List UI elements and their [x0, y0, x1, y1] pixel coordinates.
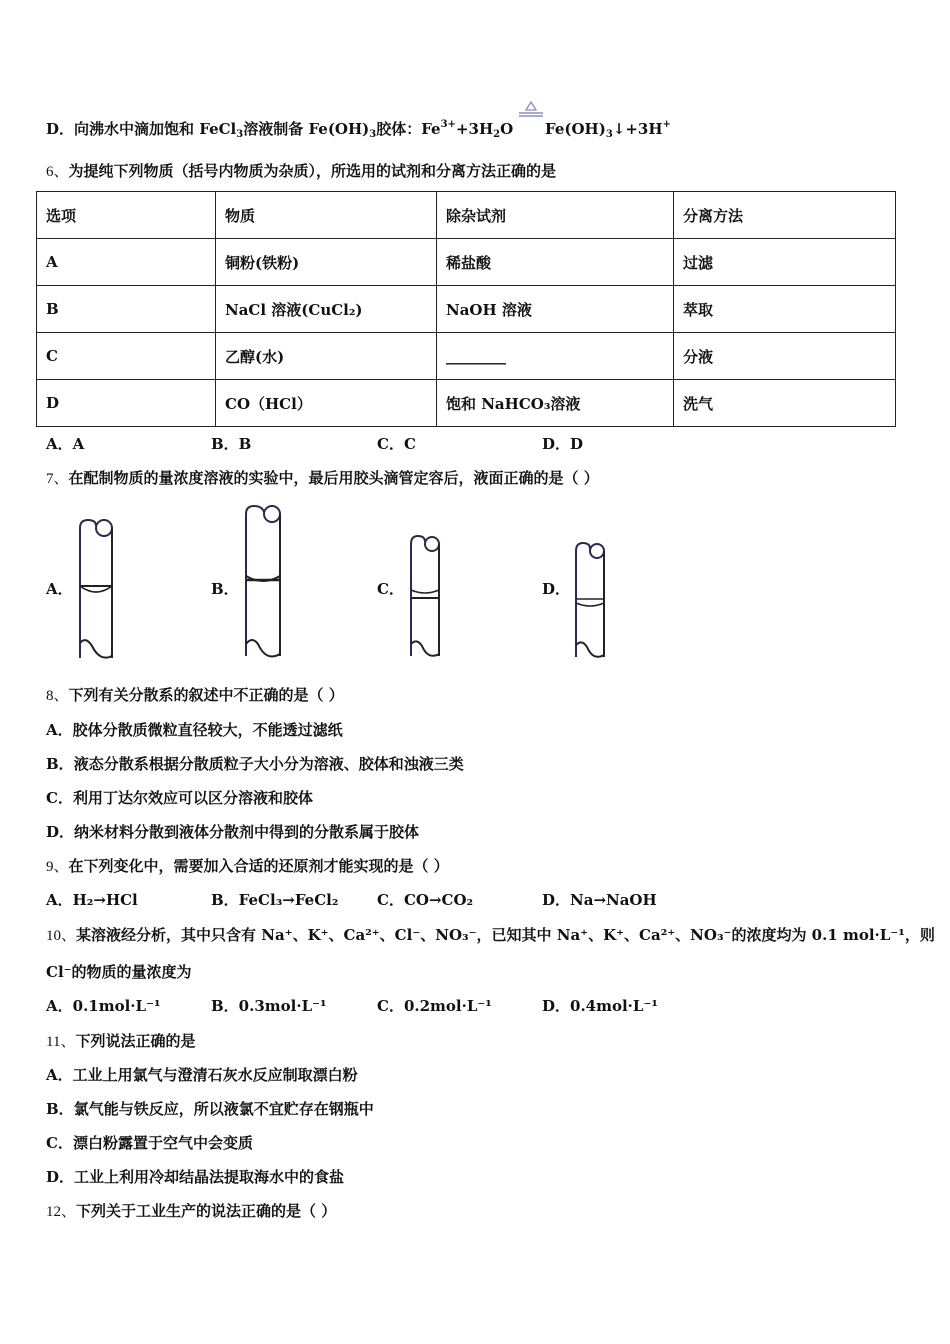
header-cell: 物质 — [216, 192, 437, 239]
volumetric-flask-neck-icon — [573, 541, 609, 663]
q10-stem-line2: Cl⁻的物质的量浓度为 — [46, 963, 192, 981]
q5-option-d: D．向沸水中滴加饱和 FeCl$_3$溶液制备 $Fe(OH)_3$胶体：$Fe^{3+}+3H_2O$ — [46, 119, 514, 140]
q7-option-a-label[interactable]: A． — [46, 580, 73, 598]
table-row: C 乙醇(水) ________ 分液 — [37, 333, 896, 380]
volumetric-flask-neck-icon — [408, 534, 444, 662]
volumetric-flask-neck-icon — [76, 518, 118, 663]
header-cell: 除杂试剂 — [437, 192, 674, 239]
q11-stem: 11、下列说法正确的是 — [46, 1032, 196, 1050]
option-a[interactable]: A．A — [46, 435, 85, 453]
q7-option-d-label[interactable]: D． — [542, 580, 571, 598]
heating-condition-icon — [518, 100, 544, 118]
q7-option-b-label[interactable]: B． — [211, 580, 239, 598]
q8-option-c[interactable]: C．利用丁达尔效应可以区分溶液和胶体 — [46, 789, 313, 807]
option-c[interactable]: C．0.2mol·L⁻¹ — [377, 997, 492, 1015]
q8-option-b[interactable]: B．液态分散系根据分散质粒子大小分为溶液、胶体和浊液三类 — [46, 755, 464, 773]
q5-equation-right: $Fe(OH)_3↓+3H^+$ — [545, 119, 671, 140]
table-row: A 铜粉(铁粉) 稀盐酸 过滤 — [37, 239, 896, 286]
option-label: D． — [46, 120, 75, 138]
option-b[interactable]: B．0.3mol·L⁻¹ — [211, 997, 327, 1015]
option-b[interactable]: B．FeCl₃→FeCl₂ — [211, 891, 339, 909]
volumetric-flask-neck-icon — [242, 504, 286, 662]
q6-stem: 6、为提纯下列物质（括号内物质为杂质），所选用的试剂和分离方法正确的是 — [46, 162, 557, 180]
q11-option-c[interactable]: C．漂白粉露置于空气中会变质 — [46, 1134, 253, 1152]
q8-option-a[interactable]: A．胶体分散质微粒直径较大，不能透过滤纸 — [46, 721, 343, 739]
option-c[interactable]: C．CO→CO₂ — [377, 891, 474, 909]
q9-stem: 9、在下列变化中，需要加入合适的还原剂才能实现的是（ ） — [46, 857, 449, 875]
option-d[interactable]: D．D — [542, 435, 584, 453]
q12-stem: 12、下列关于工业生产的说法正确的是（ ） — [46, 1202, 337, 1220]
header-cell: 分离方法 — [674, 192, 896, 239]
q6-table — [36, 191, 896, 427]
option-a[interactable]: A．H₂→HCl — [46, 891, 138, 909]
q7-option-c-label[interactable]: C． — [377, 580, 404, 598]
q11-option-d[interactable]: D．工业上利用冷却结晶法提取海水中的食盐 — [46, 1168, 345, 1186]
option-a[interactable]: A．0.1mol·L⁻¹ — [46, 997, 161, 1015]
option-b[interactable]: B．B — [211, 435, 252, 453]
table-row: D CO（HCl） 饱和 NaHCO₃溶液 洗气 — [37, 380, 896, 427]
q7-stem: 7、在配制物质的量浓度溶液的实验中，最后用胶头滴管定容后，液面正确的是（ ） — [46, 469, 599, 487]
q8-stem: 8、下列有关分散系的叙述中不正确的是（ ） — [46, 686, 344, 704]
option-d[interactable]: D．Na→NaOH — [542, 891, 657, 909]
option-d[interactable]: D．0.4mol·L⁻¹ — [542, 997, 658, 1015]
option-c[interactable]: C．C — [377, 435, 416, 453]
q10-stem-line1: 10、某溶液经分析，其中只含有 Na⁺、K⁺、Ca²⁺、Cl⁻、NO₃⁻，已知其中 Na⁺、K⁺、Ca²⁺、NO₃⁻的浓度均为 0.1 mol·L⁻¹，则 — [46, 926, 935, 944]
q11-option-b[interactable]: B．氯气能与铁反应，所以液氯不宜贮存在钢瓶中 — [46, 1100, 374, 1118]
table-row: B NaCl 溶液(CuCl₂) NaOH 溶液 萃取 — [37, 286, 896, 333]
q11-option-a[interactable]: A．工业上用氯气与澄清石灰水反应制取漂白粉 — [46, 1066, 358, 1084]
table-header-row — [37, 192, 896, 239]
q8-option-d[interactable]: D．纳米材料分散到液体分散剂中得到的分散系属于胶体 — [46, 823, 420, 841]
header-cell: 选项 — [37, 192, 216, 239]
